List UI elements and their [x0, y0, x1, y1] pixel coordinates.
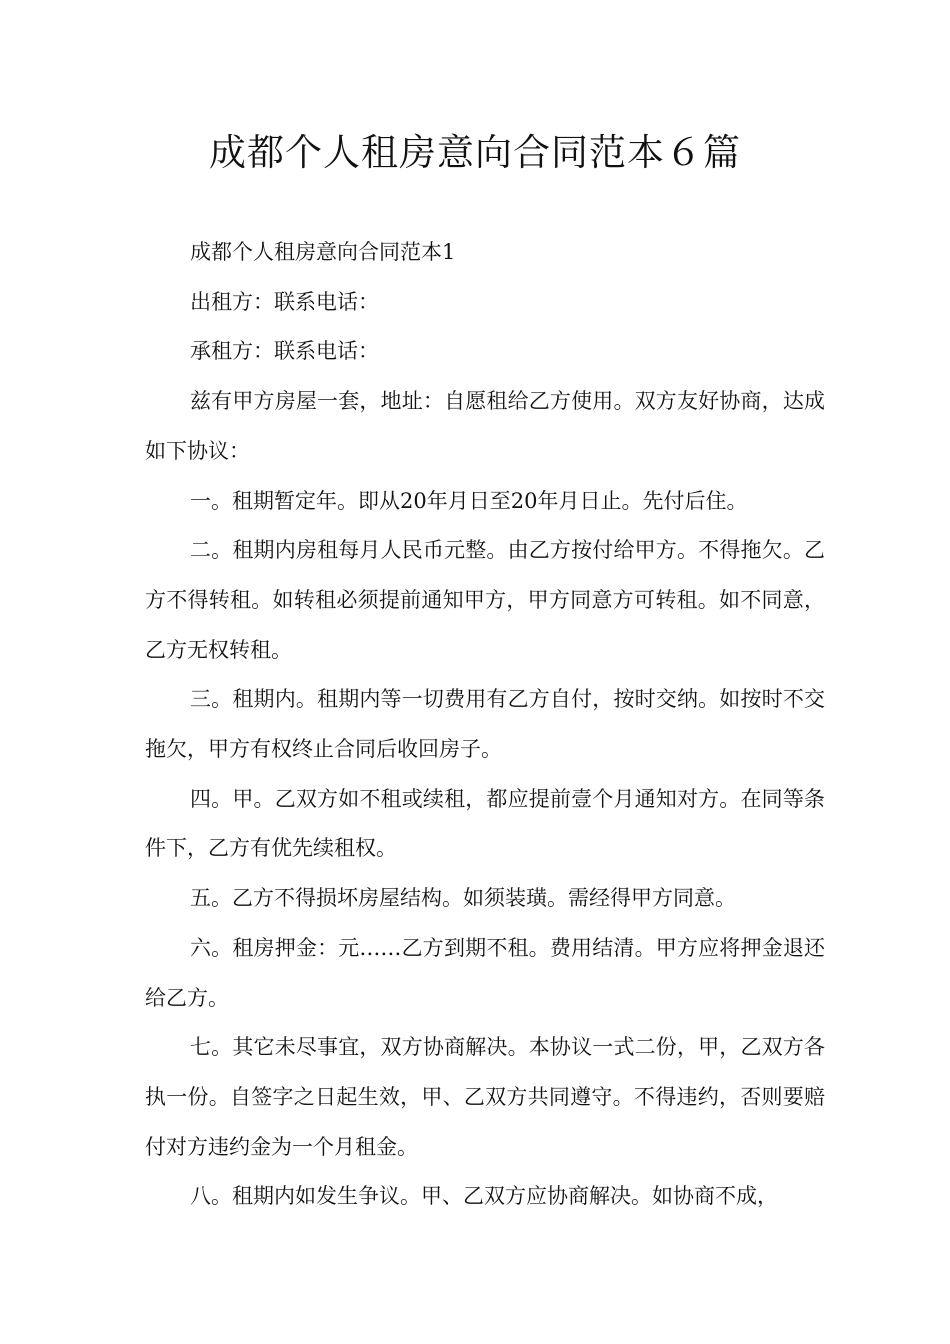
clause-1: 一。租期暂定年。即从20年月日至20年月日止。先付后住。 [190, 488, 748, 513]
lessor-line: 出租方：联系电话： [190, 289, 379, 314]
document-body [145, 228, 825, 1222]
clause-2: 二。租期内房租每月人民币元整。由乙方按付给甲方。不得拖欠。乙方不得转租。如转租必须提前通知甲方，甲方同意方可转租。如不同意，乙方无权转租。 [145, 538, 825, 662]
clause-8: 八。租期内如发生争议。甲、乙双方应协商解决。如协商不成， [190, 1184, 778, 1209]
clause-3: 三。租期内。租期内等一切费用有乙方自付，按时交纳。如按时不交拖欠，甲方有权终止合同后收回房子。 [145, 687, 825, 762]
intro-paragraph: 兹有甲方房屋一套，地址：自愿租给乙方使用。双方友好协商，达成如下协议： [145, 389, 825, 463]
clause-5: 五。乙方不得损坏房屋结构。如须装璜。需经得甲方同意。 [190, 886, 736, 911]
section-heading: 成都个人租房意向合同范本1 [190, 240, 456, 264]
lessee-line: 承租方：联系电话： [190, 339, 379, 364]
clause-7: 七。其它未尽事宜，双方协商解决。本协议一式二份，甲，乙双方各执一份。自签字之日起生效，甲、乙双方共同遵守。不得违约，否则要赔付对方违约金为一个月租金。 [145, 1035, 825, 1159]
document-title: 成都个人租房意向合同范本６篇 [209, 131, 741, 174]
clause-6: 六。租房押金：元……乙方到期不租。费用结清。甲方应将押金退还给乙方。 [145, 935, 825, 1010]
clause-4: 四。甲。乙双方如不租或续租，都应提前壹个月通知对方。在同等条件下，乙方有优先续租权。 [145, 786, 825, 861]
